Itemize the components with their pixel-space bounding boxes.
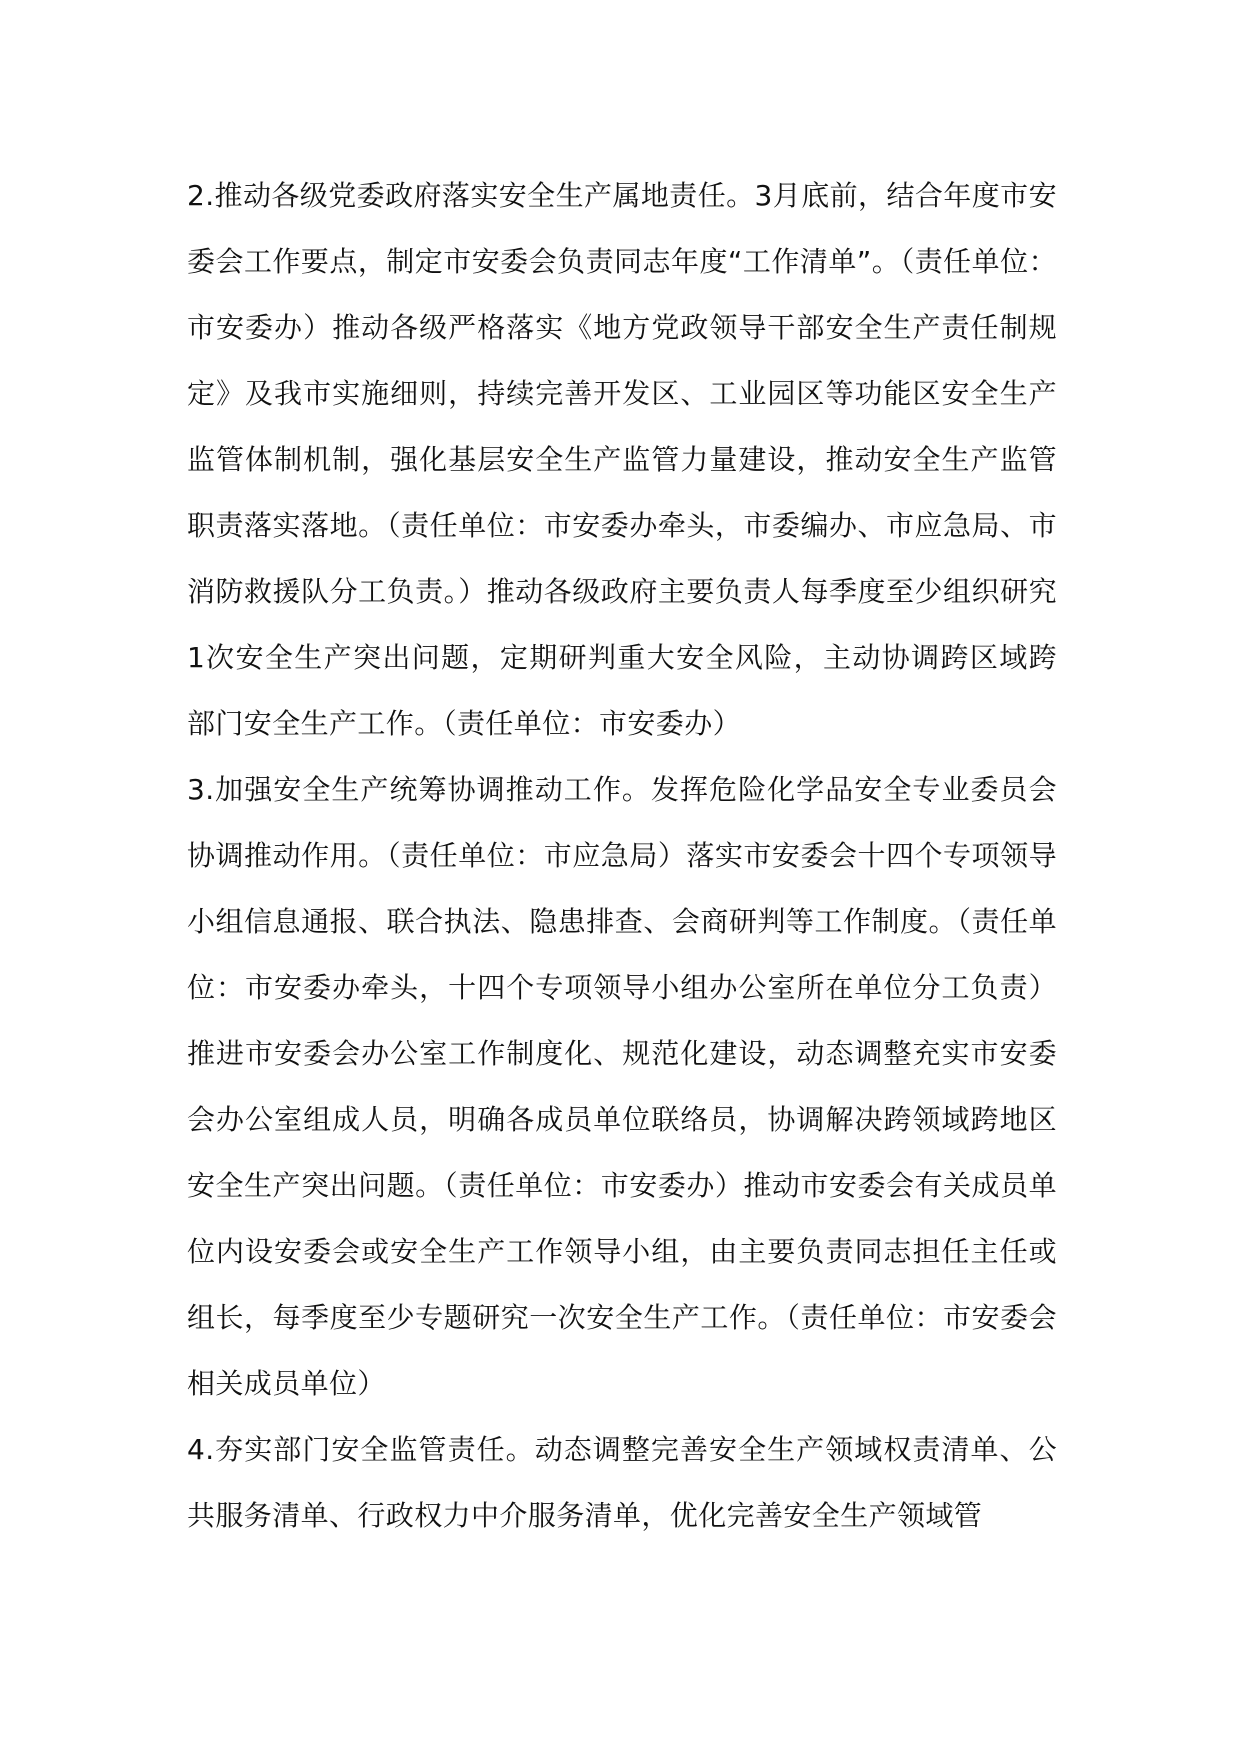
document-body	[187, 163, 1057, 1549]
paragraph-item-4: 4.夯实部门安全监管责任。动态调整完善安全生产领域权责清单、公共服务清单、行政权力中介服务清单，优化完善安全生产领域管	[187, 1433, 1057, 1532]
paragraph-item-3: 3.加强安全生产统筹协调推动工作。发挥危险化学品安全专业委员会协调推动作用。（责任单位：市应急局）落实市安委会十四个专项领导小组信息通报、联合执法、隐患排查、会商研判等工作制度。（责任单位：市安委办牵头，十四个专项领导小组办公室所在单位分工负责）推进市安委会办公室工作制度化、规范化建设，动态调整充实市安委会办公室组成人员，明确各成员单位联络员，协调解决跨领域跨地区安全生产突出问题。（责任单位：市安委办）推动市安委会有关成员单位内设安委会或安全生产工作领导小组，由主要负责同志担任主任或组长，每季度至少专题研究一次安全生产工作。（责任单位：市安委会相关成员单位）	[187, 773, 1057, 1400]
paragraph-item-2: 2.推动各级党委政府落实安全生产属地责任。3月底前，结合年度市安委会工作要点，制定市安委会负责同志年度“工作清单”。（责任单位：市安委办）推动各级严格落实《地方党政领导干部安全生产责任制规定》及我市实施细则，持续完善开发区、工业园区等功能区安全生产监管体制机制，强化基层安全生产监管力量建设，推动安全生产监管职责落实落地。（责任单位：市安委办牵头，市委编办、市应急局、市消防救援队分工负责。）推动各级政府主要负责人每季度至少组织研究1次安全生产突出问题，定期研判重大安全风险，主动协调跨区域跨部门安全生产工作。（责任单位：市安委办）	[187, 179, 1057, 740]
